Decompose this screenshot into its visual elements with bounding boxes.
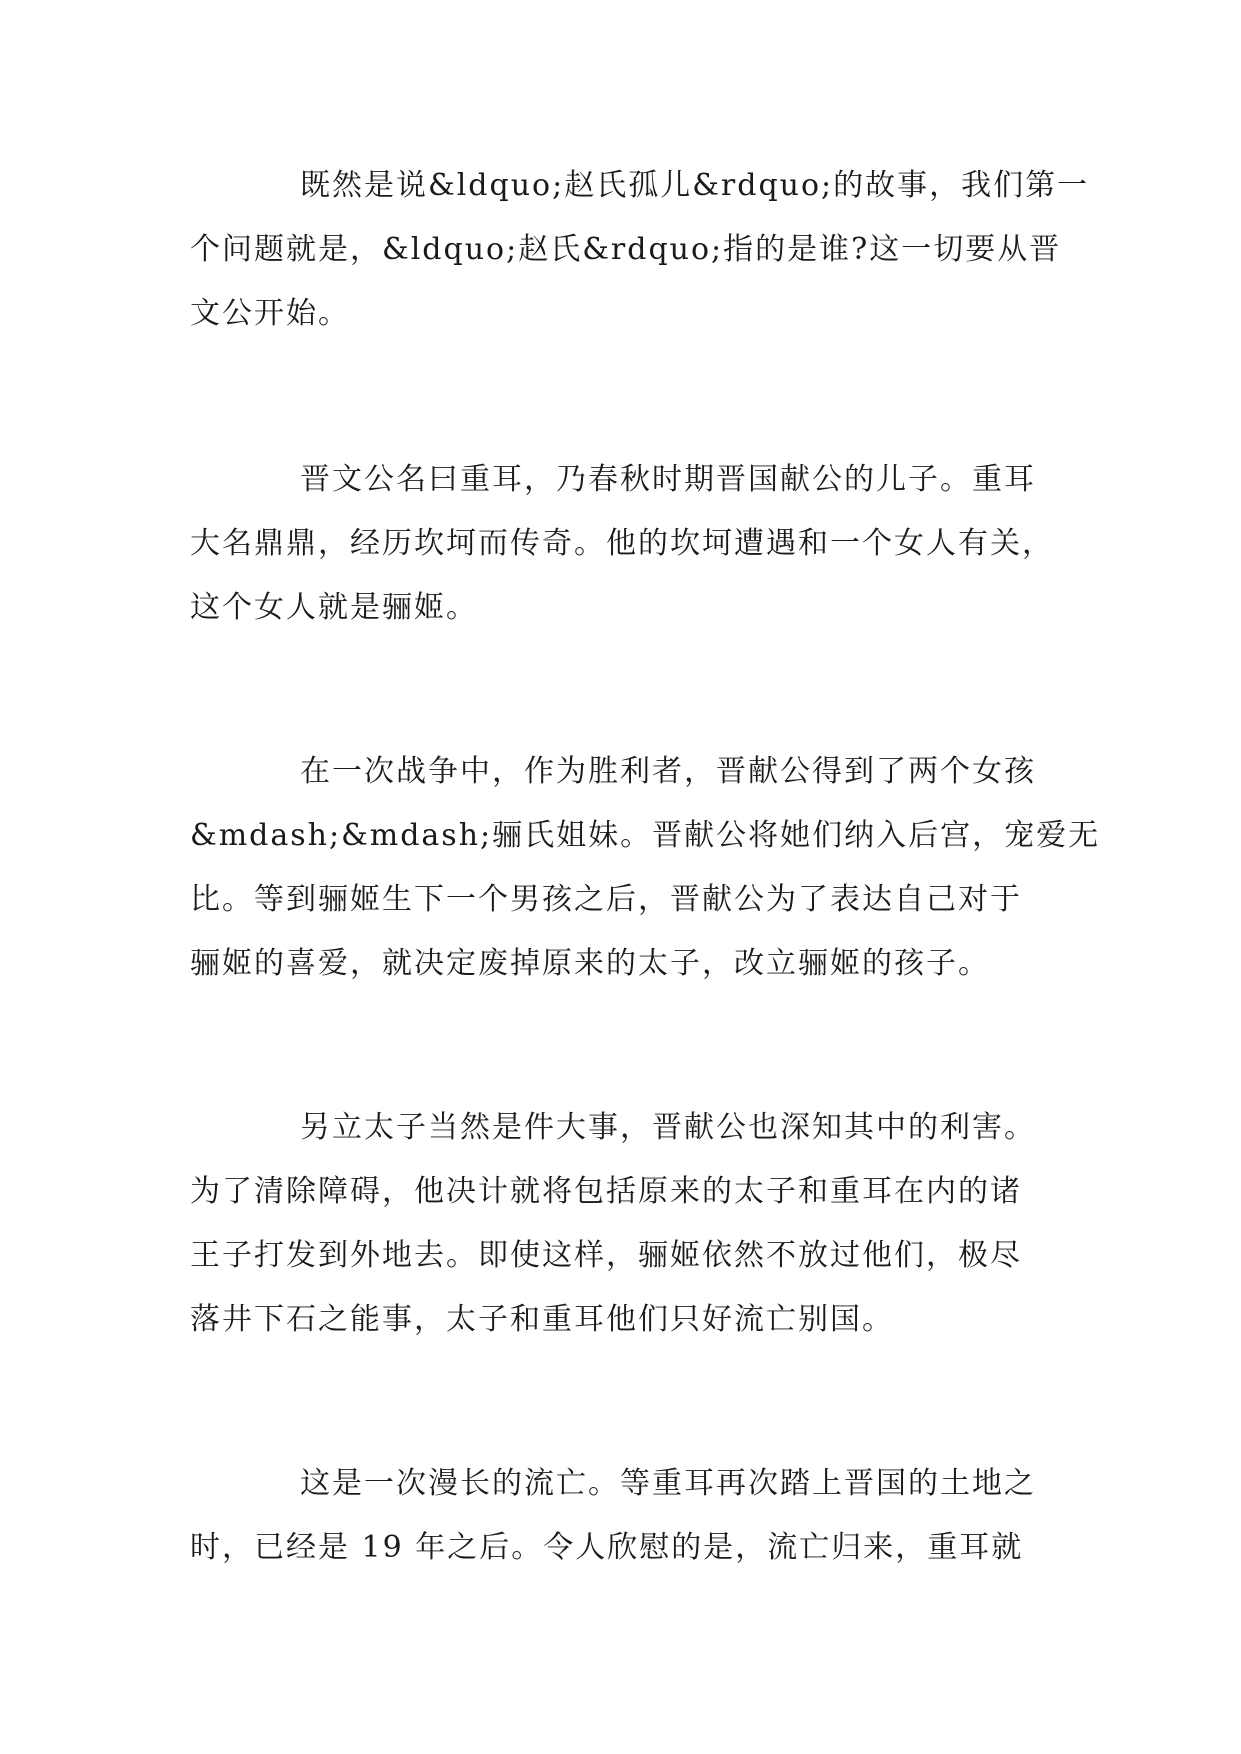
paragraph-2 <box>190 448 1070 640</box>
paragraph-line: 个问题就是，&ldquo;赵氏&rdquo;指的是谁?这一切要从晋 <box>190 232 1062 267</box>
paragraph-1 <box>190 154 1090 346</box>
paragraph-line: 为了清除障碍，他决计就将包括原来的太子和重耳在内的诸 <box>190 1174 1022 1209</box>
paragraph-line: &mdash;&mdash;骊氏姐妹。晋献公将她们纳入后宫，宠爱无 <box>190 818 1101 853</box>
paragraph-4 <box>190 1096 1070 1352</box>
paragraph-line: 晋文公名曰重耳，乃春秋时期晋国献公的儿子。重耳 <box>300 462 1036 497</box>
paragraph-line: 大名鼎鼎，经历坎坷而传奇。他的坎坷遭遇和一个女人有关， <box>190 526 1054 561</box>
paragraph-3 <box>190 740 1101 996</box>
paragraph-line: 另立太子当然是件大事，晋献公也深知其中的利害。 <box>300 1110 1036 1145</box>
paragraph-line: 这个女人就是骊姬。 <box>190 590 478 625</box>
paragraph-line: 比。等到骊姬生下一个男孩之后，晋献公为了表达自己对于 <box>190 882 1022 917</box>
paragraph-5 <box>190 1452 1070 1580</box>
paragraph-line: 在一次战争中，作为胜利者，晋献公得到了两个女孩 <box>300 754 1036 789</box>
paragraph-line: 王子打发到外地去。即使这样，骊姬依然不放过他们，极尽 <box>190 1238 1022 1273</box>
paragraph-line: 文公开始。 <box>190 296 350 331</box>
paragraph-line: 这是一次漫长的流亡。等重耳再次踏上晋国的土地之 <box>300 1466 1036 1501</box>
paragraph-line: 既然是说&ldquo;赵氏孤儿&rdquo;的故事，我们第一 <box>300 168 1090 203</box>
paragraph-line: 骊姬的喜爱，就决定废掉原来的太子，改立骊姬的孩子。 <box>190 946 990 981</box>
paragraph-line: 时，已经是 19 年之后。令人欣慰的是，流亡归来，重耳就 <box>190 1530 1024 1565</box>
paragraph-line: 落井下石之能事，太子和重耳他们只好流亡别国。 <box>190 1302 894 1337</box>
